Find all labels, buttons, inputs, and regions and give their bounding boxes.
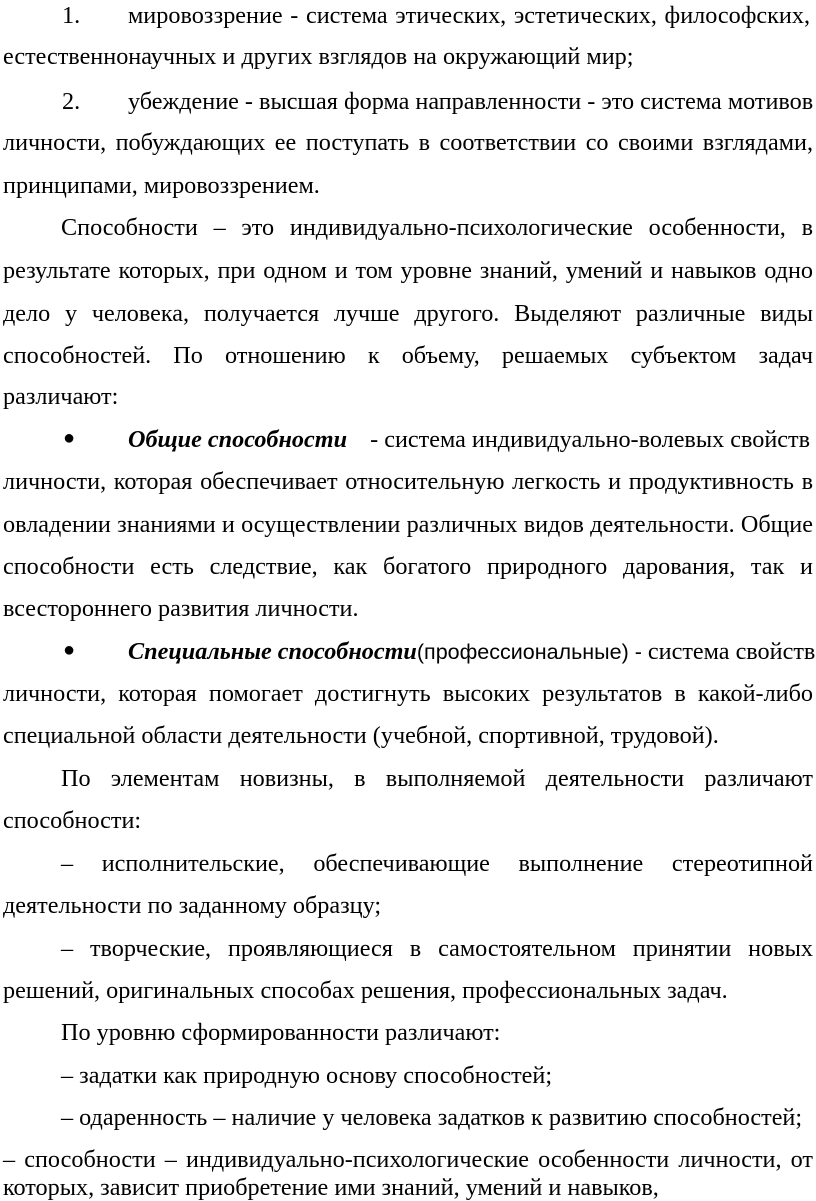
paragraph-line: различают: [3, 383, 119, 410]
dash-item-line: – способности – индивидуально-психологические особенности личности, от [3, 1146, 813, 1173]
paragraph-line: результате которых, при одном и том уровне знаний, умений и навыков одно [3, 257, 813, 284]
text-line: овладении знаниями и осуществлении различных видов деятельности. Общие [3, 511, 813, 538]
bullet-text: - система индивидуально-волевых свойств [364, 426, 810, 453]
paragraph-line: Способности – это индивидуально-психологические особенности, в [61, 214, 813, 241]
bullet-text: система свойств [641, 638, 816, 665]
paragraph-line: способностей. По отношению к объему, решаемых субъектом задач [3, 342, 813, 369]
text-line: всестороннего развития личности. [3, 595, 359, 622]
paragraph-line: способности: [3, 807, 142, 834]
list-item-text: мировоззрение - система этических, эстетических, философских, [128, 2, 810, 29]
list-number: 1. [62, 2, 81, 29]
paragraph-line: По уровню сформированности различают: [61, 1019, 501, 1046]
paragraph-line: По элементам новизны, в выполняемой деятельности различают [61, 765, 813, 792]
dash-item-line: решений, оригинальных способах решения, профессиональных задач. [3, 977, 728, 1004]
bullet-icon: ● [63, 639, 76, 661]
dash-item-line: – исполнительские, обеспечивающие выполнение стереотипной [61, 850, 813, 877]
dash-item-line: которых, зависит приобретение ими знаний, умений и навыков, [3, 1174, 659, 1201]
text-line: личности, побуждающих ее поступать в соответствии со своими взглядами, [3, 129, 813, 156]
text-line: специальной области деятельности (учебной, спортивной, трудовой). [3, 722, 719, 749]
list-number: 2. [62, 88, 81, 115]
dash-item-line: деятельности по заданному образцу; [3, 892, 382, 919]
bold-term: Общие способности [128, 426, 348, 453]
bold-term: Специальные способности [128, 638, 417, 665]
text-line: естественнонаучных и других взглядов на окружающий мир; [3, 43, 634, 70]
text-line: способности есть следствие, как богатого природного дарования, так и [3, 553, 813, 580]
dash-item-line: – творческие, проявляющиеся в самостоятельном принятии новых [61, 935, 813, 962]
text-line: личности, которая обеспечивает относительную легкость и продуктивность в [3, 468, 813, 495]
dash-item-line: – задатки как природную основу способностей; [61, 1062, 553, 1089]
text-line: принципами, мировоззрением. [3, 172, 320, 199]
parenthetical: (профессиональные) - [416, 640, 642, 664]
paragraph-line: дело у человека, получается лучше другого. Выделяют различные виды [3, 300, 813, 327]
dash-item-line: – одаренность – наличие у человека задатков к развитию способностей; [61, 1104, 803, 1131]
list-item-text: убеждение - высшая форма направленности - это система мотивов [128, 88, 814, 115]
bullet-icon: ● [63, 427, 76, 449]
text-line: личности, которая помогает достигнуть высоких результатов в какой-либо [3, 680, 813, 707]
